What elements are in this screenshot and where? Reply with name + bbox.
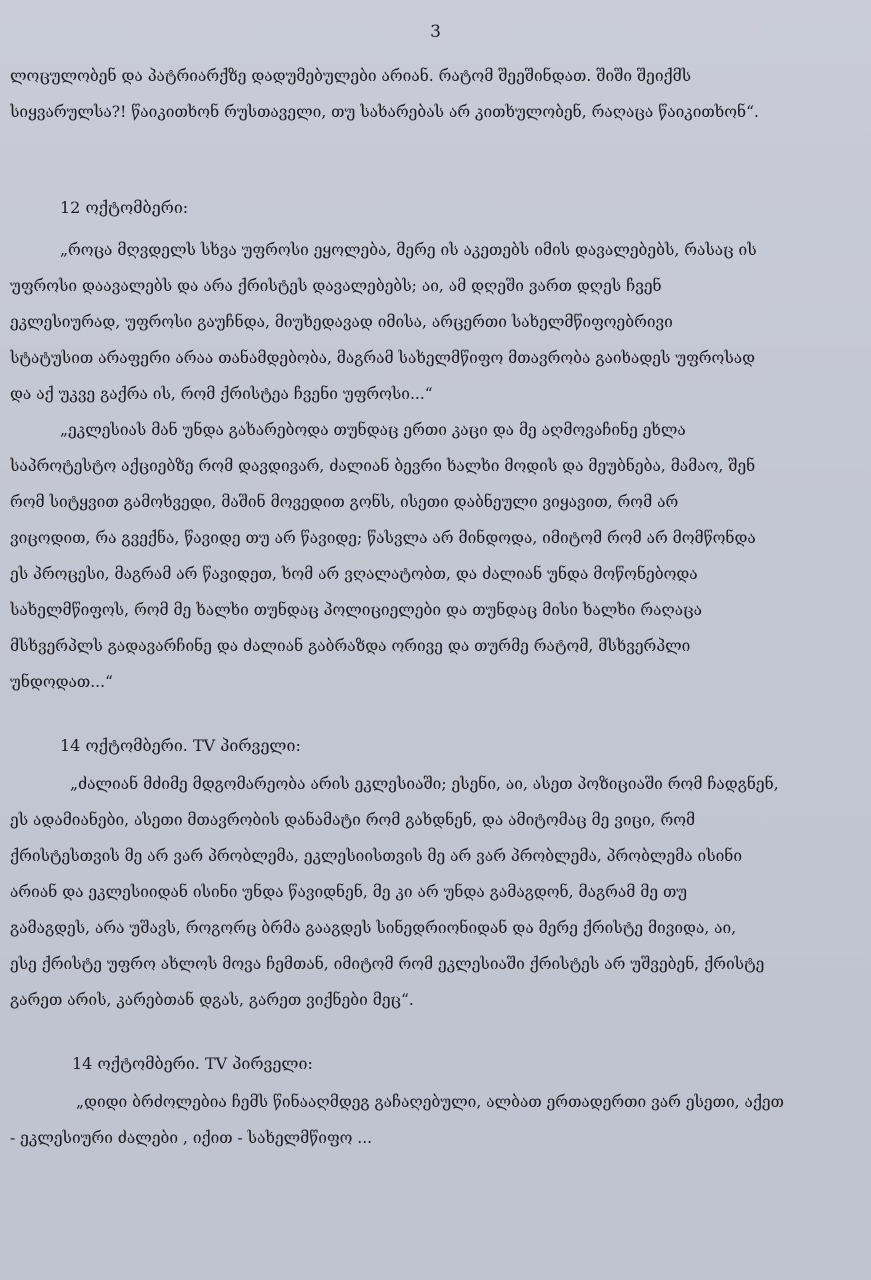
text-line: უნდოდათ...“: [10, 673, 113, 691]
text-line: ეს პროცესი, მაგრამ არ წავიდეთ, ხომ არ ვღალატობთ, და ძალიან უნდა მოწონებოდა: [10, 565, 698, 583]
quote-paragraph: [10, 412, 810, 700]
text-line: სიყვარულსა?! წაიკითხონ რუსთაველი, თუ სახარებას არ კითხულობენ, რაღაცა წაიკითხონ“.: [10, 103, 759, 121]
quote-paragraph: [10, 766, 810, 1018]
text-line: „დიდი ბრძოლებია ჩემს წინააღმდეგ გაჩაღებული, ალბათ ერთადერთი ვარ ესეთი, აქეთ: [76, 1093, 784, 1111]
text-line: „როცა მღვდელს სხვა უფროსი ეყოლება, მერე ის აკეთებს იმის დავალებებს, რასაც ის: [60, 241, 757, 259]
page-number: 3: [430, 22, 441, 42]
quote-paragraph: [10, 1084, 810, 1156]
text-line: და აქ უკვე გაქრა ის, რომ ქრისტეა ჩვენი უფროსი...“: [10, 385, 433, 403]
text-line: ეკლესიურად, უფროსი გაუჩნდა, მიუხედავად იმისა, არცერთი სახელმწიფოებრივი: [10, 313, 673, 331]
text-line: „ძალიან მძიმე მდგომარეობა არის ეკლესიაში; ესენი, აი, ასეთ პოზიციაში რომ ჩადგნენ,: [70, 775, 779, 793]
text-line: სახელმწიფოს, რომ მე ხალხი თუნდაც პოლიციელები და თუნდაც მისი ხალხი რაღაცა: [10, 601, 703, 619]
text-line: გამაგდეს, არა უშავს, როგორც ბრმა გააგდეს სინედრიონიდან და მერე ქრისტე მივიდა, აი,: [10, 919, 737, 937]
text-line: ეს ადამიანები, ასეთი მთავრობის დანამატი რომ გახდნენ, და ამიტომაც მე ვიცი, რომ: [10, 811, 696, 829]
text-line: გარეთ არის, კარებთან დგას, გარეთ ვიქნები მეც“.: [10, 991, 414, 1009]
text-line: საპროტესტო აქციებზე რომ დავდივარ, ძალიან ბევრი ხალხი მოდის და მეუბნება, მამაო, შენ: [10, 457, 756, 475]
opening-paragraph: [10, 58, 810, 130]
text-line: ლოცულობენ და პატრიარქზე დადუმებულები არიან. რატომ შეეშინდათ. შიში შეიქმს: [10, 67, 692, 85]
text-line: მსხვერპლს გადავარჩინე და ძალიან გაბრაზდა ორივე და თურმე რატომ, მსხვერპლი: [10, 637, 691, 655]
text-line: ვიცოდით, რა გვექნა, წავიდე თუ არ წავიდე; წასვლა არ მინდოდა, იმიტომ რომ არ მომწონდა: [10, 529, 756, 547]
section-heading-14-october: 14 ოქტომბერი. TV პირველი:: [60, 736, 301, 755]
section-heading-12-october: 12 ოქტომბერი:: [60, 198, 189, 217]
text-line: - ეკლესიური ძალები , იქით - სახელმწიფო ...: [10, 1129, 373, 1147]
text-line: სტატუსით არაფერი არაა თანამდებობა, მაგრამ სახელმწიფო მთავრობა გაიხადეს უფროსად: [10, 349, 756, 367]
text-line: „ეკლესიას მან უნდა გახარებოდა თუნდაც ერთი კაცი და მე აღმოვაჩინე ეხლა: [60, 421, 686, 439]
text-line: უფროსი დაავალებს და არა ქრისტეს დავალებებს; აი, ამ დღეში ვართ დღეს ჩვენ: [10, 277, 662, 295]
section-heading-14-october: 14 ოქტომბერი. TV პირველი:: [72, 1054, 313, 1073]
text-line: რომ სიტყვით გამოხვედი, მაშინ მოვედით გონს, ისეთი დაბნეული ვიყავით, რომ არ: [10, 493, 679, 511]
quote-paragraph: [10, 232, 810, 412]
text-line: არიან და ეკლესიიდან ისინი უნდა წავიდნენ, მე კი არ უნდა გამაგდონ, მაგრამ მე თუ: [10, 883, 688, 901]
text-line: ესე ქრისტე უფრო ახლოს მოვა ჩემთან, იმიტომ რომ ეკლესიაში ქრისტეს არ უშვებენ, ქრისტე: [10, 955, 765, 973]
text-line: ქრისტესთვის მე არ ვარ პრობლემა, ეკლესიისთვის მე არ ვარ პრობლემა, პრობლემა ისინი: [10, 847, 743, 865]
